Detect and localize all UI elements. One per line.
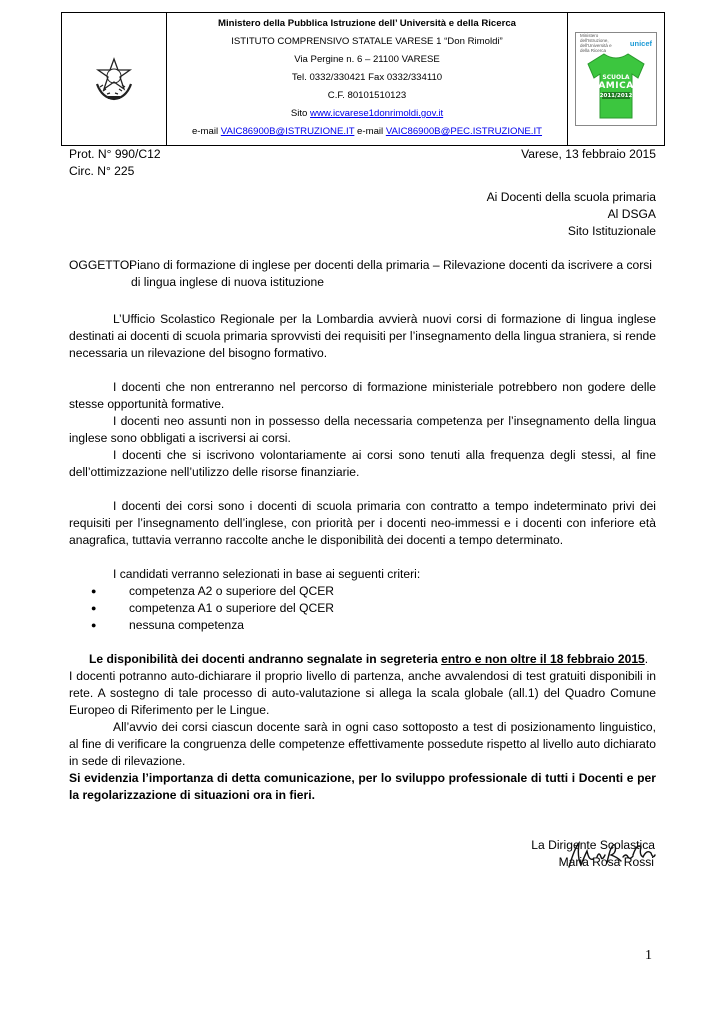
school-tax-code: C.F. 80101510123	[327, 90, 407, 101]
tshirt-icon	[586, 52, 646, 120]
ministry-name: Ministero della Pubblica Istruzione dell’ Università e della Ricerca	[217, 18, 517, 29]
letterhead	[61, 12, 665, 146]
letter-date: Varese, 13 febbraio 2015	[521, 147, 656, 161]
criteria-intro: I candidati verranno selezionati in base ai seguenti criteri:	[113, 567, 421, 581]
school-emails	[167, 123, 567, 141]
badge-cell	[567, 13, 664, 145]
email-link[interactable]: VAIC86900B@ISTRUZIONE.IT	[220, 126, 355, 137]
recipient: Sito Istituzionale	[567, 224, 656, 238]
signer-name: Maria Rosa Rossi	[558, 855, 654, 869]
recipient: Ai Docenti della scuola primaria	[486, 190, 656, 204]
emblem-cell	[62, 13, 167, 145]
shirt-text-year: 2011/2012	[599, 93, 633, 99]
deadline-text: Le disponibilità dei docenti andranno segnalate in segreteria	[89, 652, 442, 666]
paragraph: I docenti che si iscrivono volontariamente ai corsi sono tenuti alla frequenza degli stessi, al fine dell’ottimizzazione nell’utilizzo delle risorse finanziarie.	[69, 448, 656, 479]
important-note: Si evidenzia l’importanza di detta comunicazione, per lo sviluppo professionale di tutti i Docenti e per la regolarizzazione di situazioni ora in fieri.	[69, 771, 656, 802]
school-address: Via Pergine n. 6 – 21100 VARESE	[294, 54, 440, 65]
ministero-logo-text: Ministero dell'Istruzione, dell'Università e della Ricerca	[580, 33, 612, 53]
pec-email-link[interactable]: VAIC86900B@PEC.ISTRUZIONE.IT	[385, 126, 543, 137]
list-item: ● competenza A1 o superiore del QCER	[113, 600, 656, 617]
paragraph: L’Ufficio Scolastico Regionale per la Lombardia avvierà nuovi corsi di formazione di lingua inglese destinati ai docenti di scuola primaria sprovvisti dei requisiti per l’insegnamento della lingua straniera, si rende necessaria un rilevazione del bisogno formativo.	[69, 312, 656, 360]
paragraph: I docenti dei corsi sono i docenti di scuola primaria con contratto a tempo indeterminato privi dei requisiti per l’insegnamento dell’inglese, con priorità per i docenti neo-immessi e i docenti con inferiore età anagrafica, tuttavia verranno raccolte anche le disponibilità dei docenti a tempo determinato.	[69, 499, 656, 547]
protocol-number: Prot. N° 990/C12	[69, 147, 161, 161]
recipient: Al DSGA	[607, 207, 656, 221]
school-phone: Tel. 0332/330421 Fax 0332/334110	[291, 72, 443, 83]
subject	[69, 257, 656, 291]
signer-role: La Dirigente Scolastica	[531, 838, 655, 852]
scuola-amica-badge	[575, 32, 657, 126]
italian-republic-emblem-icon	[92, 56, 136, 102]
recipients	[69, 189, 656, 240]
email-label: e-mail	[191, 126, 221, 137]
deadline-notice	[69, 651, 656, 668]
paragraph: I docenti neo assunti non in possesso della necessaria competenza per l’insegnamento della lingua inglese sono obbligati a iscriversi ai corsi.	[69, 414, 656, 445]
list-item: ● nessuna competenza	[113, 617, 656, 634]
page-number: 1	[645, 948, 652, 963]
shirt-text-scuola: SCUOLA	[602, 74, 630, 81]
school-info	[167, 13, 567, 145]
shirt-text-amica: AMICA	[598, 81, 634, 91]
criteria-list	[69, 583, 656, 634]
deadline-end: .	[644, 652, 649, 666]
handwritten-signature	[567, 837, 657, 871]
website-link[interactable]: www.icvarese1donrimoldi.gov.it	[310, 108, 444, 119]
subject-label: OGGETTO:	[69, 258, 133, 272]
deadline-date: entro e non oltre il 18 febbraio 2015	[441, 652, 645, 666]
circular-number: Circ. N° 225	[69, 164, 135, 178]
paragraph: I docenti potranno auto-dichiarare il proprio livello di partenza, anche avvalendosi di test gratuiti disponibili in rete. A sostegno di tale processo di auto-valutazione si allega la scala globale (all.1) del Quadro Comune Europeo di Riferimento per le Lingue.	[69, 669, 656, 717]
pec-label: e-mail	[354, 126, 386, 137]
school-website	[167, 105, 567, 123]
subject-text: Piano di formazione di inglese per docenti della primaria – Rilevazione docenti da iscrivere a corsi di lingua inglese di nuova istituzione	[129, 258, 652, 289]
school-name: ISTITUTO COMPRENSIVO STATALE VARESE 1 “Don Rimoldi”	[231, 36, 503, 47]
paragraph: I docenti che non entreranno nel percorso di formazione ministeriale potrebbero non godere delle stesse opportunità formative.	[69, 380, 656, 411]
paragraph: All’avvio dei corsi ciascun docente sarà in ogni caso sottoposto a test di posizionamento linguistico, al fine di verificare la congruenza delle competenze effettivamente possedute rispetto al livello auto dichiarato in sede di rilevazione.	[69, 720, 656, 768]
prot-date-row	[69, 146, 656, 163]
site-label: Sito	[290, 108, 311, 119]
list-item: ● competenza A2 o superiore del QCER	[113, 583, 656, 600]
unicef-logo: unicef	[629, 38, 652, 48]
letter-body	[69, 146, 656, 871]
